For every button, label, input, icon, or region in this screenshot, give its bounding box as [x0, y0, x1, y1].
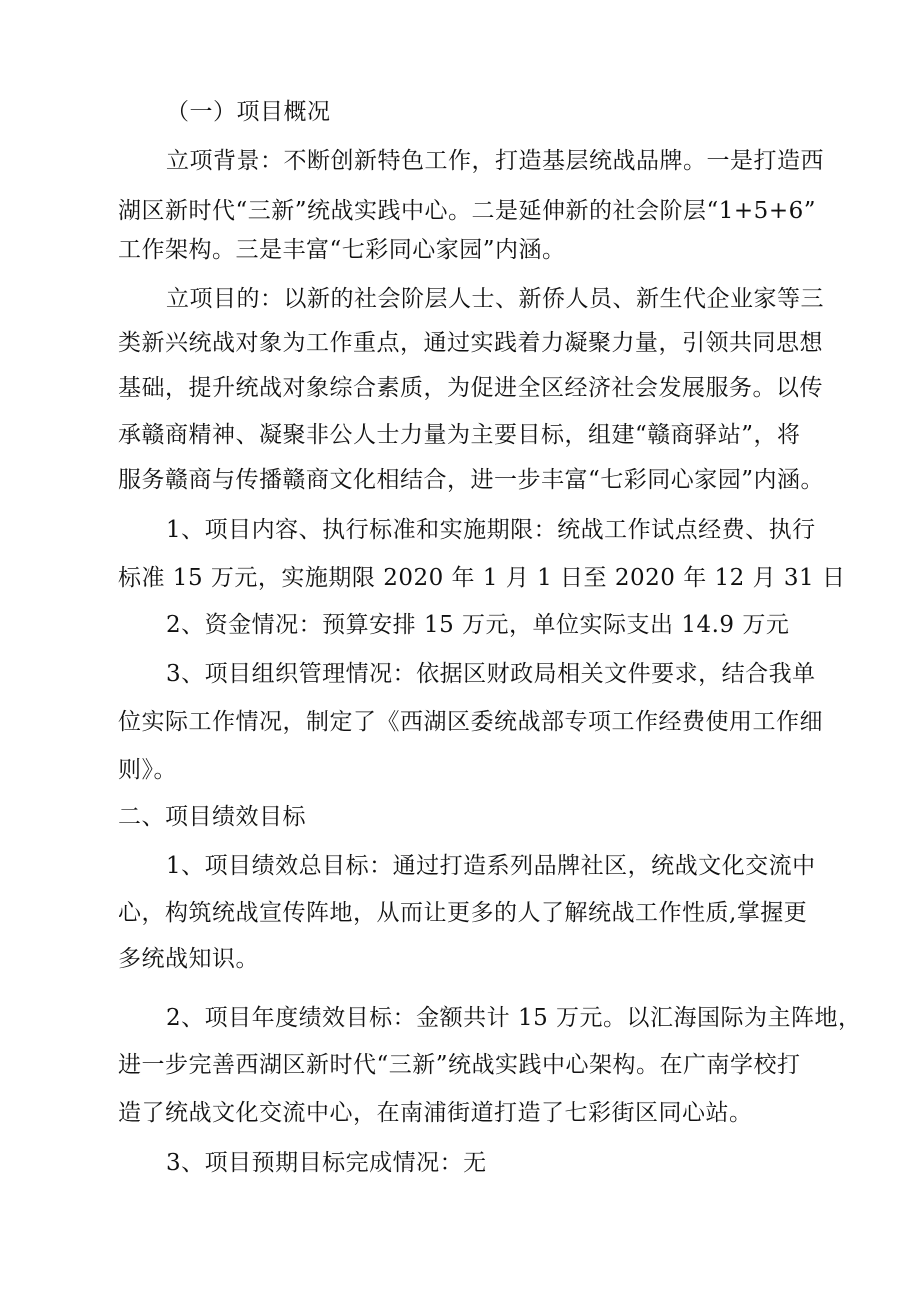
goal1-line-1: 1、项目绩效总目标：通过打造系列品牌社区，统战文化交流中 — [166, 853, 816, 879]
background-line-1: 立项背景：不断创新特色工作，打造基层统战品牌。一是打造西 — [166, 148, 824, 174]
goal2-line-1: 2、项目年度绩效目标：金额共计 15 万元。以汇海国际为主阵地， — [166, 1005, 862, 1031]
goal1-line-2: 心，构筑统战宣传阵地，从而让更多的人了解统战工作性质,掌握更 — [118, 900, 808, 926]
background-line-3: 工作架构。三是丰富“七彩同心家园”内涵。 — [118, 237, 566, 263]
goal1-line-3: 多统战知识。 — [118, 946, 259, 972]
purpose-line-2: 类新兴统战对象为工作重点，通过实践着力凝聚力量，引领共同思想 — [118, 330, 823, 356]
item1-line-1: 1、项目内容、执行标准和实施期限：统战工作试点经费、执行 — [166, 517, 816, 543]
purpose-line-3: 基础，提升统战对象综合素质，为促进全区经济社会发展服务。以传 — [118, 375, 823, 401]
goal2-line-3: 造了统战文化交流中心，在南浦街道打造了七彩街区同心站。 — [118, 1100, 753, 1126]
section-heading-overview: （一）项目概况 — [166, 99, 331, 125]
item3-line-3: 则》。 — [118, 757, 177, 783]
background-line-2: 湖区新时代“三新”统战实践中心。二是延伸新的社会阶层“1+5+6” — [118, 198, 816, 224]
item1-line-2: 标准 15 万元，实施期限 2020 年 1 月 1 日至 2020 年 12 月 31 日 — [118, 565, 846, 591]
purpose-line-4: 承赣商精神、凝聚非公人士力量为主要目标，组建“赣商驿站”，将 — [118, 422, 801, 448]
section-heading-goals: 二、项目绩效目标 — [118, 804, 306, 830]
purpose-line-1: 立项目的：以新的社会阶层人士、新侨人员、新生代企业家等三 — [166, 286, 824, 312]
purpose-line-5: 服务赣商与传播赣商文化相结合，进一步丰富“七彩同心家园”内涵。 — [118, 467, 825, 493]
item3-line-2: 位实际工作情况，制定了《西湖区委统战部专项工作经费使用工作细 — [118, 709, 823, 735]
goal3-line-1: 3、项目预期目标完成情况：无 — [166, 1150, 487, 1176]
item2-line-1: 2、资金情况：预算安排 15 万元，单位实际支出 14.9 万元 — [166, 612, 790, 638]
goal2-line-2: 进一步完善西湖区新时代“三新”统战实践中心架构。在广南学校打 — [118, 1052, 801, 1078]
item3-line-1: 3、项目组织管理情况：依据区财政局相关文件要求，结合我单 — [166, 661, 816, 687]
